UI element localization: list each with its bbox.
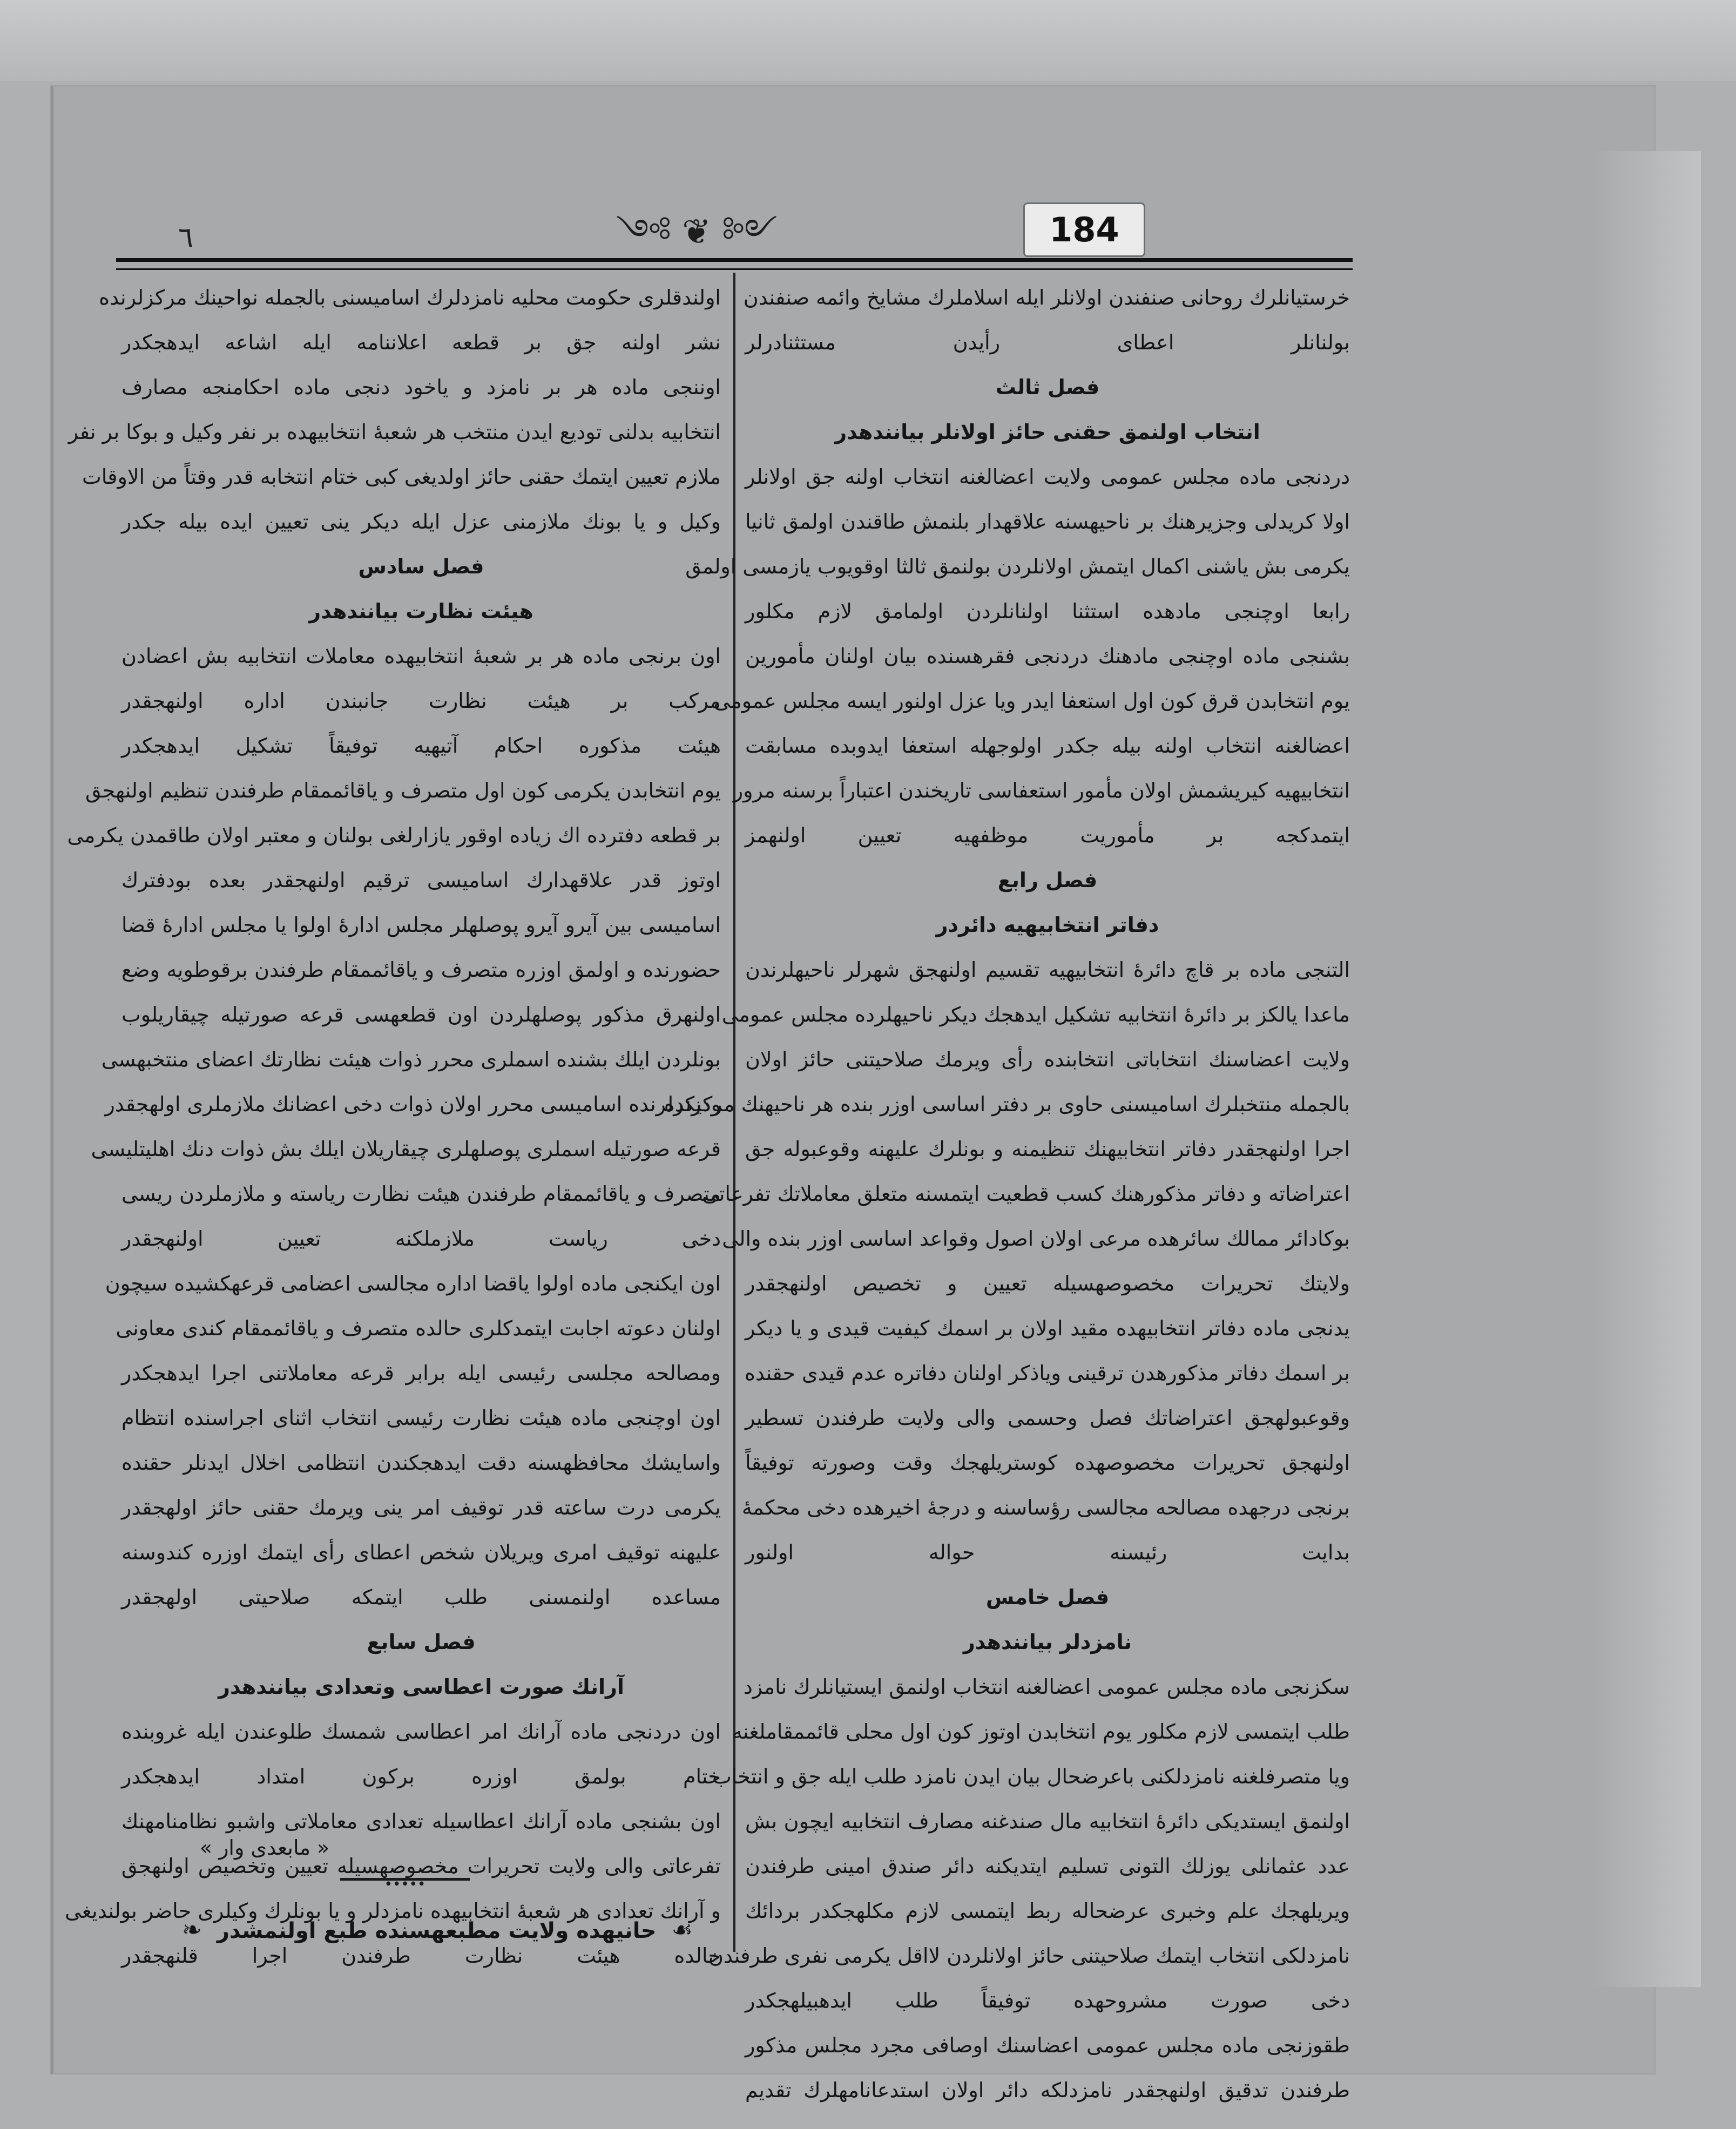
text-line: نامزدلکی انتخاب ایتمك صلاحیتنی حائز اولانلردن لااقل یکرمی نفری طرفندن xyxy=(708,1944,1350,1968)
text-line: اجرا اولنهجقدر دفاتر انتخابیهنك تنظیمنه و بونلرك علیهنه وقوعبوله جق xyxy=(745,1137,1350,1161)
text-line: دردنجی ماده مجلس عمومی ولایت اعضالغنه انتخاب اولنه جق اولانلر xyxy=(745,465,1350,489)
text-line: بونلردن ایلك بشنده اسملری محرر ذوات هیئت نظارتك اعضای منتخبهسی xyxy=(101,1047,721,1071)
text-line: اون اوچنجی ماده هیئت نظارت رئیسی انتخاب اثنای اجراسنده انتظام xyxy=(121,1406,721,1430)
fleuron-icon: ❧ xyxy=(182,1916,202,1944)
text-line: یوم انتخابدن یکرمی کون اول متصرف و یاقائممقام طرفندن تنظیم اولنهجق xyxy=(85,779,721,802)
text-line: یدنجی ماده دفاتر انتخابیهده مقید اولان بر اسمك کیفیت قیدی و یا دیکر xyxy=(745,1316,1350,1340)
text-line: اسامیسی بین آیرو آیرو پوصلهلر مجلس ادارهٔ اولوا یا مجلس ادارهٔ قضا xyxy=(121,913,721,937)
text-line: علیهنه توقیف امری ویریلان شخص اعطای رأی ایتمك اوزره کندوسنه xyxy=(121,1540,721,1564)
torn-right-edge xyxy=(1593,151,1701,1987)
text-line: اولندقلری حکومت محلیه نامزدلرك اسامیسنی بالجمله نواحینك مرکزلرنده xyxy=(99,286,721,309)
text-line: ملازم تعیین ایتمك حقنی حائز اولدیغی کبی ختام انتخابه قدر وقتاً من الاوقات xyxy=(82,465,721,489)
bottom-ornament-icon: ••••• xyxy=(340,1878,470,1891)
section-heading: فصل خامس xyxy=(985,1585,1110,1609)
section-heading: فصل سابع xyxy=(367,1630,476,1654)
section-heading: فصل سادس xyxy=(358,555,484,578)
text-line: بدایت رئیسنه حواله اولنور xyxy=(745,1540,1350,1564)
text-line: طلب ایتمسی لازم مکلور یوم انتخابدن اوتوز کون اول محلی قائممقاملغنه xyxy=(732,1720,1350,1743)
text-line: اوتوز قدر علاقهدارك اسامیسی ترقیم اولنهجقدر بعده بودفترك xyxy=(121,868,721,892)
text-line: ولایتك تحریرات مخصوصهسیله تعیین و تخصیص اولنهجقدر xyxy=(745,1272,1350,1295)
text-line: سکزنجی ماده مجلس عمومی اعضالغنه انتخاب اولنمق ایستیانلرك نامزد xyxy=(743,1675,1350,1699)
section-heading: هیئت نظارت بیانندهدر xyxy=(309,599,533,623)
right-text-column xyxy=(664,275,1350,2113)
printer-imprint xyxy=(173,1911,702,1949)
text-line: هیئت مذکوره احکام آتیهیه توفیقاً تشکیل ایدهجکدر xyxy=(121,734,721,758)
text-line: قرعه صورتیله اسملری پوصلهلری چیقاریلان ایلك بش ذوات دنك اهلیتلیسی xyxy=(91,1137,721,1161)
text-line: بر اسمك دفاتر مذکورهدن ترقینی ویاذکر اولنان دفاتره عدم قیدی حقنده xyxy=(744,1361,1350,1385)
section-heading: انتخاب اولنمق حقنی حائز اولانلر بیانندهدر xyxy=(835,420,1260,444)
text-line: خرستیانلرك روحانی صنفندن اولانلر ایله اسلاملرك مشایخ وائمه صنفندن xyxy=(743,286,1350,309)
text-line: اون برنجی ماده هر بر شعبهٔ انتخابیهده معاملات انتخابیه بش اعضادن xyxy=(121,644,721,668)
text-line: برنجی درجهده مصالحه مجالسی رؤساسنه و درجهٔ اخیرهده دخی محکمهٔ xyxy=(741,1496,1350,1519)
text-line: یکرمی بش یاشنی اکمال ایتمش اولانلردن بولنمق ثالثا اوقویوب یازمسی اولمق xyxy=(685,555,1350,578)
text-line: وقوعبولهجق اعتراضاتك فصل وحسمی والی ولایت طرفندن تسطیر xyxy=(745,1406,1350,1430)
fleuron-icon: ☙ xyxy=(671,1916,693,1944)
text-line: بوکادائر ممالك سائرهده مرعی اولان اصول وقواعد اساسی اوزر بنده والی xyxy=(722,1227,1350,1251)
scan-background-top xyxy=(0,0,1736,81)
text-line: انتخابیهیه کیریشمش اولان مأمور استعفاسی تاریخندن اعتباراً برسنه مرور xyxy=(733,779,1350,802)
text-line: واسایشك محافظهسنه دقت ایدهجکندن انتظامی اخلال ایدنلر حقنده xyxy=(121,1451,721,1475)
text-line: تفرعاتی والی ولایت تحریرات مخصوصهسیله تعیین وتخصیص اولنهجق xyxy=(121,1854,721,1878)
text-line: اعتراضاته و دفاتر مذکورهنك کسب قطعیت ایتمسنه متعلق معاملاتك تفرعاتی xyxy=(702,1182,1350,1206)
text-line: ماعدا یالکز بر دائرهٔ انتخابیه تشکیل ایدهجك دیکر ناحیهلرده مجلس عمومی xyxy=(721,1003,1350,1026)
text-line: ومصالحه مجلسی رئیسی ایله برابر قرعه معاملاتنی اجرا ایدهجکدر xyxy=(121,1361,721,1385)
text-line: ویریلهجك علم وخبری عرضحاله ربط ایتمسی لازم مکلهجکدر بردائك xyxy=(745,1899,1350,1923)
text-line: اون بشنجی ماده آرانك اعطاسیله تعدادی معاملاتی واشبو نظامنامهنك xyxy=(121,1809,721,1833)
text-line: ودیکرلرنده اسامیسی محرر اولان ذوات دخی اعضانك ملازملری اولهجقدر xyxy=(105,1092,721,1116)
text-line: طرفندن تدقیق اولنهجقدر نامزدلکه دائر اولان استدعانامهلرك تقدیم xyxy=(745,2078,1350,2102)
text-line: عدد عثمانلی یوزلك التونی تسلیم ایتدیکنه دائر صندق امینی طرفندن xyxy=(745,1854,1350,1878)
left-text-column xyxy=(65,275,721,1978)
header-ornament-icon: ༺ ❦ ༻ xyxy=(616,212,778,252)
text-line: بولنانلر اعطای رأیدن مستثنادرلر xyxy=(745,330,1350,354)
text-line: بالجمله منتخبلرك اسامیسنی حاوی بر دفتر اساسی اوزر بنده هر ناحیهنك مرکزنده xyxy=(664,1092,1350,1116)
text-line: ختام بولمق اوزره برکون امتداد ایدهجکدر xyxy=(121,1765,721,1788)
text-line: وکیل و یا بونك ملازمنی عزل ایله دیکر ینی تعیین ایده بیله جکدر xyxy=(121,510,721,533)
section-heading: آرانك صورت اعطاسی وتعدادی بیانندهدر xyxy=(218,1675,624,1699)
text-line: مرکب بر هیئت نظارت جانبندن اداره اولنهجقدر xyxy=(121,689,721,713)
text-line: متصرف و یاقائممقام طرفندن هیئت نظارت ریاسته و ملازملردن ریسی xyxy=(121,1182,721,1206)
column-number: ٦ xyxy=(178,221,193,254)
text-line: اولنهرق مذکور پوصلهلردن اون قطعهسی قرعه صورتیله چیقاریلوب xyxy=(121,1003,721,1026)
text-line: اولنهجق تحریرات مخصوصهده کوستریلهجك وقت وصورته توفیقاً xyxy=(745,1451,1350,1475)
text-line: و آرانك تعدادی هر شعبهٔ انتخابیهده نامزدلر و یا بونلرك وکیلری حاضر بولندیغی xyxy=(65,1899,721,1923)
text-line: ولایت اعضاسنك انتخاباتی انتخابنده رأی ویرمك صلاحیتنی حائز اولان xyxy=(745,1047,1350,1071)
section-heading: نامزدلر بیانندهدر xyxy=(963,1630,1132,1654)
header-double-rule xyxy=(116,258,1353,270)
section-heading: دفاتر انتخابیهیه دائردر xyxy=(936,913,1159,937)
text-line: مساعده اولنمسنی طلب ایتمکه صلاحیتی اولهجقدر xyxy=(121,1585,721,1609)
text-line: ویا متصرفلغنه نامزدلکنی باعرضحال بیان ایدن نامزد طلب ایله جق و انتخاب xyxy=(712,1765,1350,1788)
section-heading: فصل رابع xyxy=(997,868,1098,892)
section-heading: فصل ثالث xyxy=(995,375,1100,399)
text-line: انتخابیه بدلنی تودیع ایدن منتخب هر شعبهٔ انتخابیهده بر نفر وکیل و بوکا بر نفر xyxy=(68,420,721,444)
text-line: اعضالغنه انتخاب اولنه بیله جکدر اولوجهله استعفا ایدوبده مسابقت xyxy=(745,734,1350,758)
text-line: نشر اولنه جق بر قطعه اعلاننامه ایله اشاعه ایدهجکدر xyxy=(121,330,721,354)
text-line: اون ایکنجی ماده اولوا یاقضا اداره مجالسی اعضامی قرعهکشیده سیچون xyxy=(105,1272,721,1295)
text-line: ایتمدکجه بر مأموریت موظفهیه تعیین اولنهمز xyxy=(745,823,1350,847)
imprint-text: حانیهده ولایت مطبعهسنده طبع اولنمشدر xyxy=(217,1918,657,1943)
page-number-label: 184 xyxy=(1023,202,1145,257)
text-line: اون دردنجی ماده آرانك امر اعطاسی شمسك طلوعندن ایله غروبنده xyxy=(121,1720,721,1743)
text-line: اولا کریدلی وجزیرهنك بر ناحیهسنه علاقهدار بلنمش طاقندن اولمق ثانیا xyxy=(745,510,1350,533)
text-line: اولنمق ایستدیکی دائرهٔ انتخابیه مال صندغنه مصارف انتخابیه ایچون بش xyxy=(745,1809,1350,1833)
text-line: دخی صورت مشروحهده توفیقاً طلب ایدهبیلهجکدر xyxy=(745,1989,1350,2012)
text-line: اوننجی ماده هر بر نامزد و یاخود دنجی ماده احکامنجه مصارف xyxy=(121,375,721,399)
text-line: دخی ریاست ملازملکنه تعیین اولنهجقدر xyxy=(121,1227,721,1251)
text-line: التنجی ماده بر قاچ دائرهٔ انتخابیهیه تقسیم اولنهجق شهرلر ناحیهلرندن xyxy=(745,958,1350,982)
text-line: حالده هیئت نظارت طرفندن اجرا قلنهجقدر xyxy=(121,1944,721,1968)
continued-note: « مابعدی وار » xyxy=(199,1836,330,1860)
text-line: بشنجی ماده اوچنجی مادهنك دردنجی فقرهسنده بیان اولنان مأمورین xyxy=(745,644,1350,668)
text-line: طقوزنجی ماده مجلس عمومی اعضاسنك اوصافی مجرد مجلس مذکور xyxy=(745,2033,1350,2057)
text-line: رابعا اوچنجی مادهده استثنا اولنانلردن اولمامق لازم مکلور xyxy=(745,599,1350,623)
text-line: بر قطعه دفترده اك زیاده اوقور یازارلغی بولنان و معتبر اولان طاقمدن یکرمی xyxy=(67,823,721,847)
text-line: یوم انتخابدن قرق کون اول استعفا ایدر ویا عزل اولنور ایسه مجلس عمومی xyxy=(713,689,1350,713)
text-line: حضورنده و اولمق اوزره متصرف و یاقائممقام طرفندن برقوطویه وضع xyxy=(121,958,721,982)
text-line: یکرمی درت ساعته قدر توقیف امر ینی ویرمك حقنی حائز اولهجقدر xyxy=(121,1496,721,1519)
text-line: اولنان دعوته اجابت ایتمدکلری حالده متصرف و یاقائممقام کندی معاونی xyxy=(116,1316,721,1340)
